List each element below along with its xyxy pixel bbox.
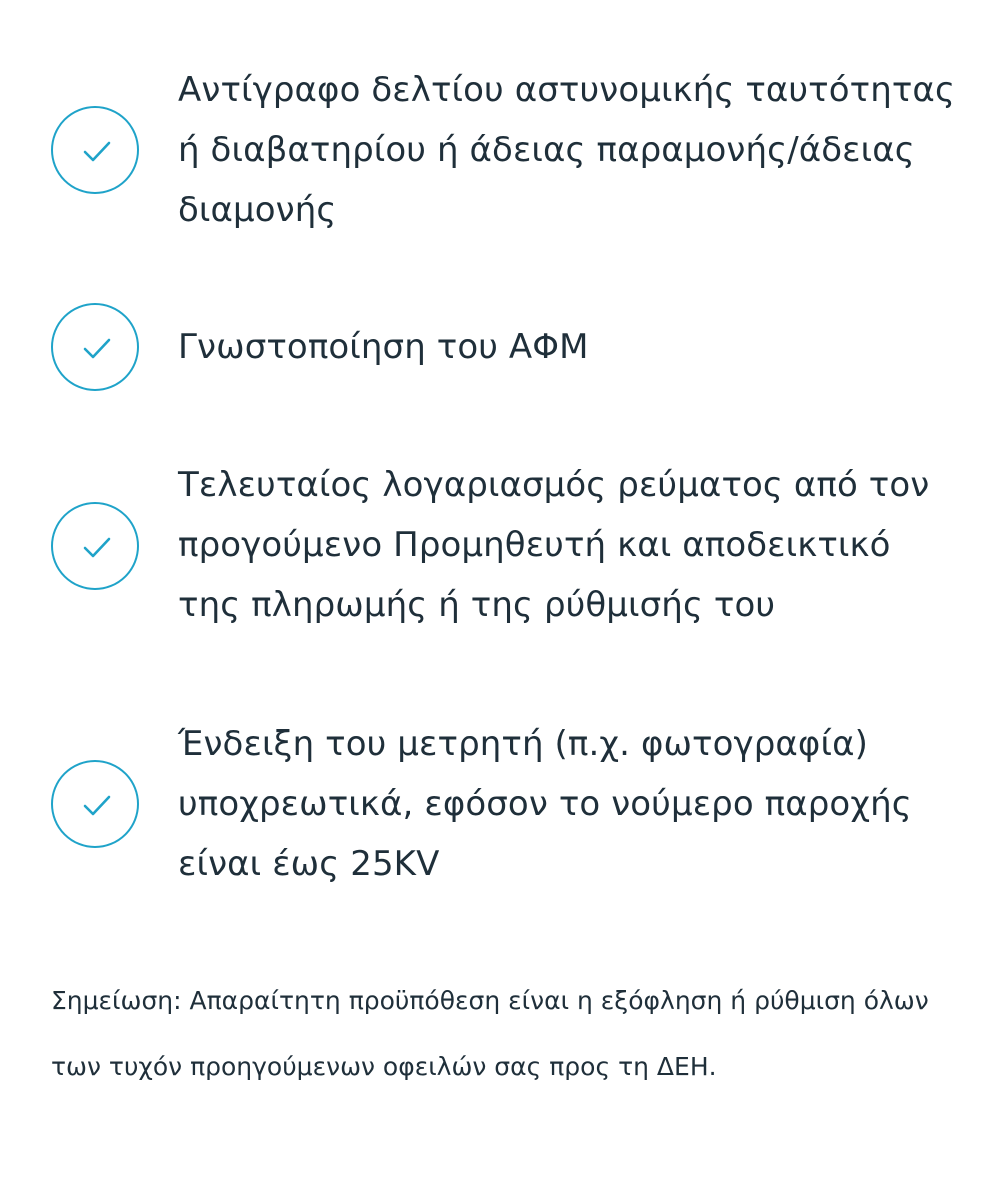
check-icon [82, 336, 112, 362]
check-icon [82, 535, 112, 561]
note-text: Σημείωση: Απαραίτητη προϋπόθεση είναι η εξόφληση ή ρύθμιση όλων των τυχόν προηγούμενων οφειλών σας προς τη ΔΕΗ. [51, 986, 929, 1081]
requirement-text: Αντίγραφο δελτίου αστυνομικής ταυτότητας ή διαβατηρίου ή άδειας παραμονής/άδειας διαμονής [178, 70, 956, 230]
requirement-text: Ένδειξη του μετρητή (π.χ. φωτογραφία) υποχρεωτικά, εφόσον το νούμερο παροχής είναι έως 25KV [178, 724, 912, 884]
check-icon [82, 139, 112, 165]
requirement-text: Γνωστοποίηση του ΑΦΜ [178, 327, 589, 367]
check-circle-icon [51, 760, 139, 848]
check-circle-icon [51, 303, 139, 391]
check-circle-icon [51, 106, 139, 194]
requirement-text: Τελευταίος λογαριασμός ρεύματος από τον προγούμενο Προμηθευτή και αποδεικτικό της πληρωμής ή της ρύθμισής του [178, 465, 930, 625]
check-icon [82, 793, 112, 819]
check-circle-icon [51, 502, 139, 590]
